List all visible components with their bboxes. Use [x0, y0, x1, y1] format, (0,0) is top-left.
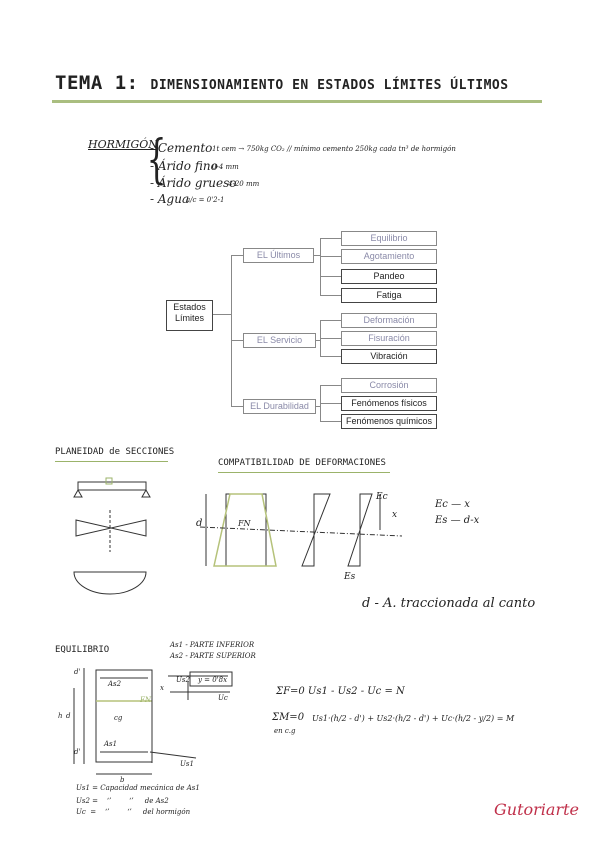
eq-label-b: b — [120, 776, 125, 784]
eq-label-as2: As2 — [108, 680, 122, 688]
equilibrio-as2-note: As2 - PARTE SUPERIOR — [170, 652, 256, 660]
hormigon-note-agua: a/c = 0'2-1 — [186, 196, 225, 204]
hormigon-label: HORMIGÓN — [88, 138, 158, 151]
eq-label-d: d — [66, 712, 71, 720]
eq-label-c: cg — [114, 714, 123, 722]
section-sketch — [200, 494, 402, 566]
beam-sketch — [74, 478, 150, 497]
state-corrosion: Corrosión — [341, 378, 437, 393]
eq-label-h: h — [58, 712, 63, 720]
limit-states-root: Estados Límites — [166, 300, 213, 331]
eq-label-dprime-bottom: d' — [74, 748, 81, 756]
planeidad-title: PLANEIDAD de SECCIONES — [55, 447, 175, 457]
eq-label-x: x — [160, 684, 164, 692]
hormigon-note-cemento: 1t cem → 750kg CO₂ // mínimo cemento 250kg cada tn³ de hormigón — [212, 145, 456, 153]
compatibilidad-title: COMPATIBILIDAD DE DEFORMACIONES — [218, 458, 386, 468]
compat-ec-label: Ec — [376, 492, 388, 502]
eq-label-y: y = 0'8x — [198, 676, 228, 684]
signature: Gutoriarte — [494, 800, 579, 819]
compat-es-label: Es — [344, 572, 356, 582]
equilibrio-def-us2: Us2 = ‘’ ‘’ de As2 — [76, 797, 169, 805]
state-deformacion: Deformación — [341, 313, 437, 328]
state-fenomenos-quimicos: Fenómenos químicos — [341, 414, 437, 429]
state-vibracion: Vibración — [341, 349, 437, 364]
group-el-servicio: EL Servicio — [243, 333, 316, 348]
compat-rel2: Es — d-x — [435, 515, 480, 526]
compat-d-label: d — [196, 518, 203, 529]
equilibrio-eq2-rhs: Us1·(h/2 - d') + Us2·(h/2 - d') + Uc·(h/2 - y/2) = M — [312, 714, 515, 723]
equilibrio-def-uc: Uc = ‘’ ‘’ del hormigón — [76, 808, 191, 816]
title-text: DIMENSIONAMIENTO EN ESTADOS LÍMITES ÚLTIMOS — [150, 78, 509, 93]
compat-rel1: Ec — x — [435, 499, 470, 510]
equilibrio-eq2-lhs: ΣM=0 — [272, 712, 305, 723]
title-number: TEMA 1: — [55, 72, 139, 94]
hormigon-brace: { — [146, 130, 167, 190]
equilibrio-def-us1: Us1 = Capacidad mecánica de As1 — [76, 784, 200, 792]
hormigon-item-arido-fino: - Árido fino — [150, 159, 218, 173]
hormigon-note-arido-grueso: 4-20 mm — [228, 180, 260, 188]
group-el-durabilidad: EL Durabilidad — [243, 399, 316, 414]
state-agotamiento: Agotamiento — [341, 249, 437, 264]
hormigon-item-cemento: - Cemento — [150, 141, 213, 155]
hormigon-item-arido-grueso: - Árido grueso — [150, 176, 237, 190]
equilibrio-title: EQUILIBRIO — [55, 645, 110, 655]
eq-label-as1: As1 — [104, 740, 118, 748]
eq-label-dprime-top: d' — [74, 668, 81, 676]
state-fenomenos-fisicos: Fenómenos físicos — [341, 396, 437, 411]
compat-fn-label: FN — [238, 519, 251, 528]
strain-sketch — [302, 494, 380, 566]
hormigon-note-arido-fino: 0-4 mm — [212, 163, 239, 171]
eq-label-fn: FN — [140, 696, 151, 704]
state-fatiga: Fatiga — [341, 288, 437, 303]
eq-label-uc: Uc — [218, 694, 228, 702]
eq-label-us2: Us2 — [176, 676, 190, 684]
hormigon-item-agua: - Agua — [150, 192, 190, 206]
semicircle-sketch — [74, 572, 146, 594]
equilibrio-eq2-sub: en c.g — [274, 727, 296, 735]
compat-note: d - A. traccionada al canto — [362, 596, 536, 611]
eq-label-us1: Us1 — [180, 760, 194, 768]
group-el-ultimos: EL Últimos — [243, 248, 314, 263]
state-pandeo: Pandeo — [341, 269, 437, 284]
equilibrio-as1-note: As1 - PARTE INFERIOR — [170, 641, 255, 649]
state-fisuracion: Fisuración — [341, 331, 437, 346]
bow-tie-sketch — [76, 510, 146, 552]
state-equilibrio: Equilibrio — [341, 231, 437, 246]
equilibrio-eq1: ΣF=0 Us1 - Us2 - Uc = N — [276, 686, 405, 697]
compat-x-label: x — [392, 510, 398, 520]
